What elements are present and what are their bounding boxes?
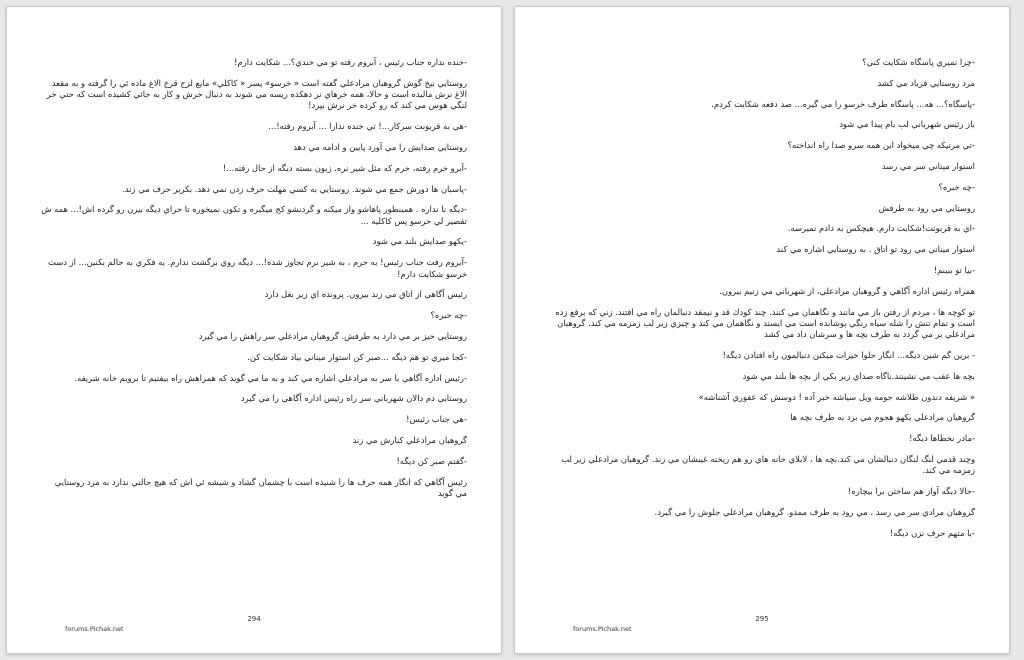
paragraph: -اي به قربونت!شكايت دارم. هيچكس به دادم نميرسه.: [787, 223, 975, 234]
page-number: 295: [755, 615, 769, 623]
paragraph: -چه خبره؟: [430, 310, 467, 321]
page-body: [41, 57, 467, 597]
paragraph: -ديگه نا نداره . همينطور پاهاشو واز ميكنه و گردنشو كج ميگيره و تكون نميخوره تا حراي ديگه بيرن رو گرده اش!... همه ش تقصير لي خرسو پس كاكليه ...: [41, 204, 467, 226]
paragraph: بچه ها عقب مي نشينند.ناگاه صداي زير يكي از بچه ها بلند مي شود: [742, 370, 975, 381]
paragraph: رئيس آگاهي از اتاق مي زند بيرون. پرونده اي زير بغل دارد: [264, 289, 467, 300]
paragraph: -پاسگاه؟... هه... پاسگاه طرف خرسو را مي گيره... صد دفعه شكايت كردم.: [711, 98, 975, 109]
paragraph: روستايي صدايش را مي آورد پايين و ادامه مي دهد: [293, 141, 467, 152]
paragraph: -رئيس اداره آگاهي با سر به مرادعلي اشاره مي كند و به ما مي گويد كه همراهش راه بيفتيم تا برويم خانه شريفه.: [74, 372, 467, 383]
paragraph: روستايي نيخ گوش گروهبان مرادعلي گفته است « خرسو» پسر « كاكلي» مايع لزج قرخ الاغ ماده ئي را گرفته و به مقعد الاغ نرش ماليده است و حالا، همه خرهاي نر دهكده ريسه مي شوند به دنبال خرش و كار به جائي كشيده است كه حتي خر لنگي هوس مي كند كه رو كرده خر نرش بپرد!: [46, 77, 467, 111]
footer-url: forums.Pichak.net: [573, 625, 632, 633]
paragraph: تو كوچه ها ، مردم از رفتن باز مي مانند و نگاهمان مي كنند. چند كودك قد و نيمقد دنبالمان راه مي افتند. زني كه برقع زده است و تمام تنش را شله سياه رنگي پوشانده است مي ايستد و نگاهمان مي كند و چيزي زير لب زمزمه مي كند. گروهبان مرادعلي بر مي گردد به طرف بچه ها و سرشان داد مي كشد: [555, 306, 975, 340]
paragraph: -هي به قربونت سركار...! تي خنده ندارا ... آبروم رفته!...: [268, 121, 467, 132]
paragraph: -پاسبان ها دورش جمع مي شوند. روستايي به كسي مهلت حرف زدن نمي دهد. بكرير حرف مي زند.: [122, 183, 467, 194]
paragraph: -با متهم حرف نزن ديگه!: [889, 527, 975, 538]
paragraph: -تي مرتيكه چي ميخواد اين همه سرو صدا راه انداخته؟: [787, 140, 975, 151]
paragraph: گروهبان مرادي سر مي رسد ، مي رود به طرف ممدو. گروهبان مرادعلي جلوش را مي گيرد.: [654, 506, 975, 517]
paragraph: -گفتم صبر كن ديگه!: [396, 455, 467, 466]
paragraph: استوار ميناني مي رود تو اتاق . به روستايي اشاره مي كند: [776, 244, 975, 255]
paragraph: گروهبان مرادعلي كنارش مي زند: [352, 434, 467, 445]
paragraph: -آبرو خرم رفته، خرم كه مثل شير نره. زبون بسته ديگه از حال رفته...!: [222, 162, 467, 173]
paragraph: وچند قدمي لنگ لنگان دنبالشان مي كند.بچه ها ، لابلاي خانه هاي رو هم ريخته غيبشان مي زند. گروهبان مرادعلي زير لب زمزمه مي كند.: [561, 453, 975, 476]
paragraph: -بيا تو ببينم!: [933, 264, 975, 275]
footer-url: forums.Pichak.net: [65, 625, 124, 633]
paragraph: رئيس آگاهي كه انگار همه حرف ها را شنيده است با چشمان گشاد و شيشه ئي اش كه هيچ حالتي ندارد به مرد روستايي مي گويد: [54, 476, 467, 498]
page-body: [549, 57, 975, 597]
page-number: 294: [247, 615, 261, 623]
paragraph: - برين گم شين ديگه... انگار حلوا خيرات ميكنن دنبالمون راه افتادن ديگه!: [722, 349, 975, 360]
paragraph: -چرا نميري پاسگاه شكايت كني؟: [862, 57, 975, 67]
paragraph: روستايي خيز بر مي دارد به طرفش. گروهبان مرادعلي سر راهش را مي گيرد: [198, 330, 467, 341]
paragraph: -كجا ميري تو هم ديگه ...صبر كن استوار ميناني بياد شكايت كن.: [247, 351, 467, 362]
paragraph: همراه رئيس اداره آگاهي و گروهبان مرادعلي، از شهرباني مي زنيم بيرون.: [719, 285, 975, 296]
paragraph: روستايي دم دالان شهرباني سر راه رئيس اداره آگاهي را مي گيرد: [240, 393, 467, 404]
paragraph: استوار ميناني سر مي رسد: [881, 160, 975, 171]
paragraph: باز رئيس شهرباني لب بام پيدا مي شود: [839, 119, 975, 130]
book-page-right: [514, 6, 1010, 654]
paragraph: -چه خبره؟: [938, 181, 975, 192]
paragraph: -مادر نخطاها ديگه!: [909, 433, 975, 444]
paragraph: « شريفه دندون طلاشه جومه ويل سياشه خبر آده ! دوسش كه عفوري آشناشه»: [698, 391, 975, 402]
paragraph: -حالا ديگه آواز هم ساختن برا بيچاره!: [848, 486, 975, 497]
paragraph: -هي جناب رئيس!: [406, 414, 467, 425]
paragraph: روستايي مي رود به طرفش: [878, 202, 975, 213]
paragraph: گروهبان مرادعلي يكهو هجوم مي برد به طرف بچه ها: [790, 412, 975, 423]
paragraph: مرد روستايي فرياد مي كشد: [877, 77, 975, 88]
paragraph: -آبروم رفت جناب رئيس! به حرم ، به شير نرم تجاوز شده!... ديگه روي برگشت ندارم. يه فكري به حالم بكنين... از دست خرسو شکايت دارم!: [47, 257, 467, 279]
book-page-left: [6, 6, 502, 654]
paragraph: -يکهو صدايش بلند مي شود: [372, 236, 467, 247]
paragraph: -خنده نداره جناب رئيس ، آبروم رفته تو مي خندي؟... شکايت دارم!: [234, 57, 467, 67]
